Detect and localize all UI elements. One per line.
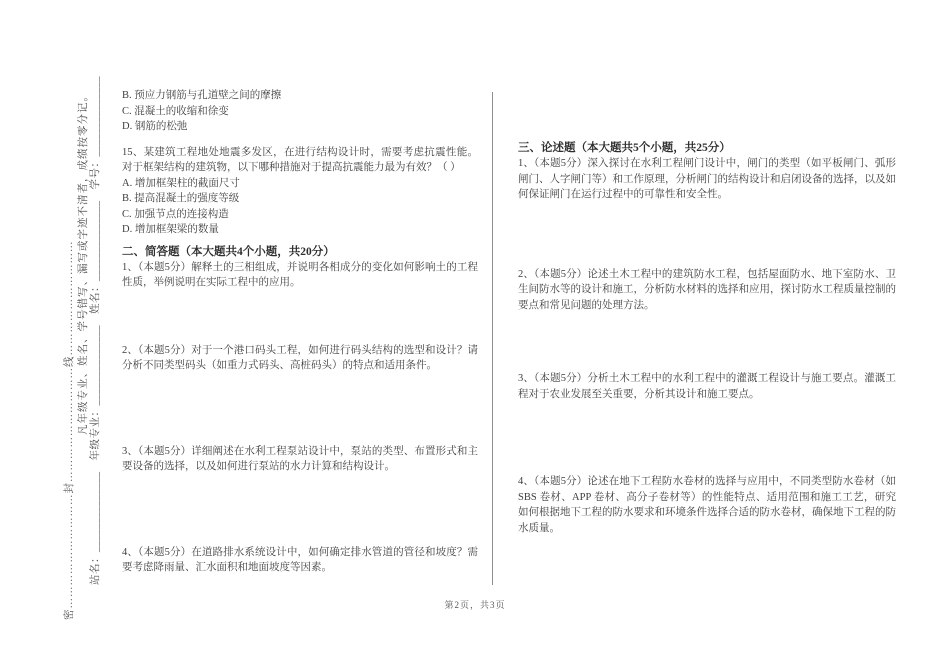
question-15-stem: 15、某建筑工程地处地震多发区，在进行结构设计时，需要考虑抗震性能。对于框架结构的建筑物，以下哪种措施对于提高抗震能力最为有效？（ ） [122,146,478,173]
column-divider [492,92,493,585]
short-answer-question-4: 4、（本题5分）在道路排水系统设计中，如何确定排水管道的管径和坡度？需要考虑降雨量、汇水面积和地面坡度等因素。 [122,546,478,573]
right-column [518,140,896,536]
option-c: C. 混凝土的收缩和徐变 [122,105,229,117]
option-b: B. 预应力钢筋与孔道壁之间的摩擦 [122,90,282,101]
option-c: C. 加强节点的连接构造 [122,208,229,220]
short-answer-question-2: 2、（本题5分）对于一个港口码头工程，如何进行码头结构的选型和设计？请分析不同类型码头（如重力式码头、高桩码头）的特点和适用条件。 [122,344,478,371]
question-14-options [122,88,478,135]
grading-warning-line: 凡年级专业、姓名、学号错写、漏写或字迹不清者，成绩按零分记。 [78,90,89,435]
essay-question-4: 4、（本题5分）论述在地下工程防水卷材的选择与应用中，不同类型防水卷材（如SBS 卷材、APP 卷材、高分子卷材等）的性能特点、适用范围和施工工艺，研究如何根据地下工程的防水要求和环境条件选择合适的防水卷材，确保地下工程的防水质量。 [518,476,896,534]
option-d: D. 增加框架梁的数量 [122,224,219,235]
option-a: A. 增加框架柱的截面尺寸 [122,177,240,189]
short-answer-question-3: 3、（本题5分）详细阐述在水利工程泵站设计中，泵站的类型、布置形式和主要设备的选择，以及如何进行泵站的水力计算和结构设计。 [122,445,478,472]
short-answer-question-1: 1、（本题5分）解释土的三相组成，并说明各相成分的变化如何影响土的工程性质，举例说明在实际工程中的应用。 [122,261,478,288]
seal-dotted-line: 密…………………………封…………………………线………………………… [64,240,75,620]
essay-question-2: 2、（本题5分）论述土木工程中的建筑防水工程，包括屋面防水、地下室防水、卫生间防水等的设计和施工，分析防水材料的选择和应用，探讨防水工程质量控制的要点和常见问题的处理方法。 [518,268,896,311]
essay-question-3: 3、（本题5分）分析土木工程中的水利工程中的灌溉工程设计与施工要点。灌溉工程对于农业发展至关重要，分析其设计和施工要点。 [518,373,896,400]
option-b: B. 提高混凝土的强度等级 [122,193,240,204]
essay-question-1: 1、（本题5分）深入探讨在水利工程闸门设计中，闸门的类型（如平板闸门、弧形闸门、人字闸门等）和工作原理，分析闸门的结构设计和启闭设备的选择，以及如何保证闸门在运行过程中的可靠性和安全性。 [518,158,896,200]
section-3-title: 三、论述题（本大题共5个小题，共25分） [518,142,731,154]
page-number-footer: 第2页，共3页 [444,600,506,610]
student-info-fields-line: 站名：______________ 年级专业：______________ 姓名：______________ 学号：______________ [90,76,101,585]
option-d: D. 钢筋的松弛 [122,121,188,132]
question-15 [122,145,478,238]
section-2-title: 二、简答题（本大题共4个小题，共20分） [122,245,335,258]
left-column [122,88,478,576]
